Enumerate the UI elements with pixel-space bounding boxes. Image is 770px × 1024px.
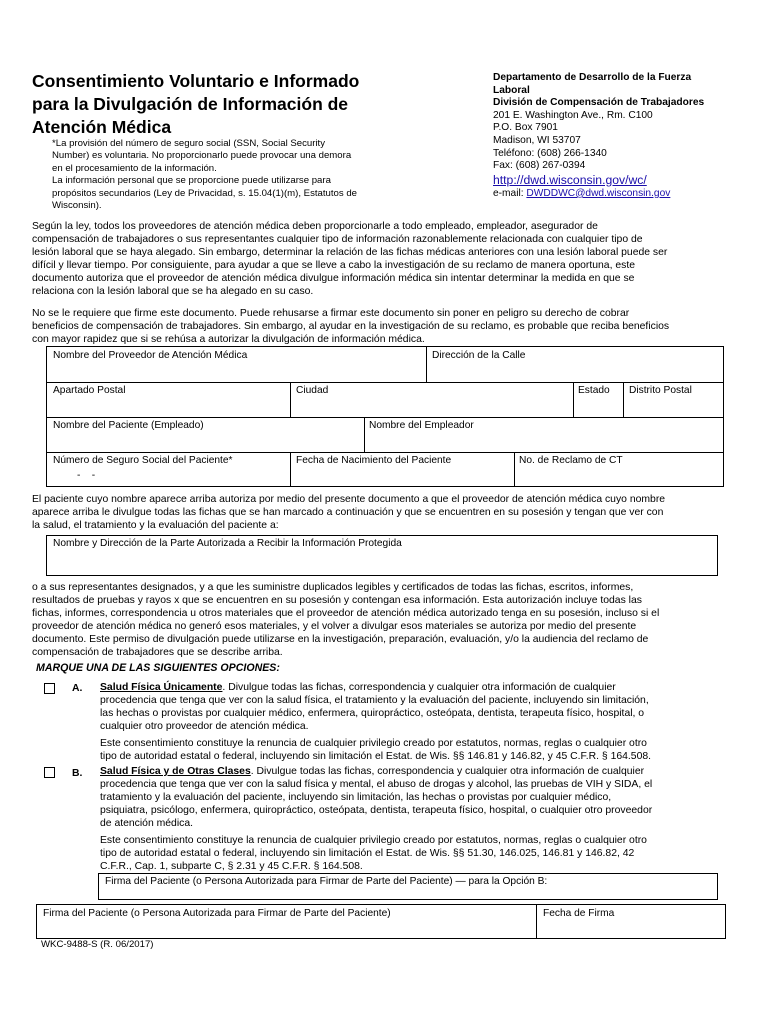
page-title xyxy=(32,70,452,139)
waiver-line: Este consentimiento constituye la renuncia de cualquier privilegio creado por estatutos, normas, reglas o cualquier otro xyxy=(100,835,647,846)
paragraph-line: Según la ley, todos los proveedores de atención médica deben proporcionarle a todo empleado, empleador, asegurador de xyxy=(32,221,598,232)
option-line: procedencia que tenga que ver con la salud física y mental, el abuso de drogas y alcohol, las pruebas de VIH y SIDA, el xyxy=(100,779,653,790)
patient-name-field[interactable]: Nombre del Paciente (Empleado) xyxy=(53,420,204,431)
fax: Fax: (608) 267-0394 xyxy=(493,160,586,172)
divider xyxy=(290,382,291,417)
waiver-line: tipo de autoridad estatal o federal, incluyendo sin limitación el Estat. de Wis. §§ 146.81 y 146.82, y 45 C.F.R. § 164.508. xyxy=(100,751,652,762)
po-box: P.O. Box 7901 xyxy=(493,122,558,134)
title-line-2: para la Divulgación de Información de xyxy=(32,94,349,114)
po-box-field[interactable]: Apartado Postal xyxy=(53,385,126,396)
form-number: WKC-9488-S (R. 06/2017) xyxy=(41,939,154,950)
option-line: . Divulgue todas las fichas, correspondencia y cualquier otra información de cualquier xyxy=(250,766,645,777)
option-b-letter: B. xyxy=(72,768,83,779)
dob-field[interactable]: Fecha de Nacimiento del Paciente xyxy=(296,455,452,466)
ssn-note-line: Wisconsin). xyxy=(52,200,102,212)
zip-field[interactable]: Distrito Postal xyxy=(629,385,692,396)
department-name-cont: Laboral xyxy=(493,84,530,96)
option-b-text xyxy=(100,765,700,873)
paragraph-line: beneficios de compensación de trabajadores. Sin embargo, al ayudar en la investigación de su reclamo, es probable que reciba beneficios xyxy=(32,321,670,332)
option-a-title: Salud Física Únicamente xyxy=(100,682,223,693)
paragraph-line: El paciente cuyo nombre aparece arriba autoriza por medio del presente documento a que el proveedor de atención médica cuyo nombre xyxy=(32,494,666,505)
ssn-note-line: *La provisión del número de seguro social (SSN, Social Security xyxy=(52,138,326,149)
paragraph-line: difícil y llevar tiempo. Por consiguiente, para ayudar a que se lleve a cabo la investigación de su reclamo de manera oportuna, este xyxy=(32,260,636,271)
paragraph-line: compensación de trabajadores que se describe arriba. xyxy=(32,647,283,658)
employer-name-field[interactable]: Nombre del Empleador xyxy=(369,420,474,431)
department-block xyxy=(493,72,753,200)
paragraph-line: relaciona con la lesión laboral que se ha alegado en su caso. xyxy=(32,286,314,297)
address: 201 E. Washington Ave., Rm. C100 xyxy=(493,109,653,121)
divider xyxy=(573,382,574,417)
option-line: cualquier otro proveedor de atención médica. xyxy=(100,721,309,732)
divider xyxy=(536,905,537,938)
authorized-party-label: Nombre y Dirección de la Parte Autorizada a Recibir la Información Protegida xyxy=(53,538,402,549)
option-a-letter: A. xyxy=(72,683,83,694)
paragraph-line: compensación de trabajadores o sus representantes cualquier tipo de información razonablemente relacionada con cualquier tipo de xyxy=(32,234,643,245)
title-line-3: Atención Médica xyxy=(32,117,172,137)
sign-paragraph xyxy=(32,307,738,346)
divider xyxy=(290,452,291,487)
state-field[interactable]: Estado xyxy=(578,385,610,396)
waiver-line: C.F.R., Cap. 1, subparte C, § 2.31 y 45 C.F.R. § 164.508. xyxy=(100,861,363,872)
paragraph-line: resultados de pruebas y rayos x que se encuentren en su posesión y contengan esa información. Esta autorización incluye todas las xyxy=(32,595,642,606)
ssn-note xyxy=(52,138,372,212)
waiver-line: Este consentimiento constituye la renuncia de cualquier privilegio creado por estatutos, normas, reglas o cualquier otro xyxy=(100,738,647,749)
info-form-grid xyxy=(46,346,724,487)
option-a-text xyxy=(100,681,700,763)
option-b-checkbox[interactable] xyxy=(44,767,55,778)
waiver-line: tipo de autoridad estatal o federal, incluyendo sin limitación el Estat. de Wis. §§ 51.30, 146.025, 146.81 y 146.82, 42 xyxy=(100,848,635,859)
division-name: División de Compensación de Trabajadores xyxy=(493,97,705,109)
option-b-signature-box[interactable] xyxy=(98,873,718,900)
option-line: procedencia que tenga que ver con la salud física, el tratamiento y la evaluación del paciente, incluyendo sin limitación, xyxy=(100,695,649,706)
divider xyxy=(623,382,624,417)
divider xyxy=(426,347,427,382)
email-label: e-mail: xyxy=(493,187,527,199)
city-zip: Madison, WI 53707 xyxy=(493,134,581,146)
option-a-checkbox[interactable] xyxy=(44,683,55,694)
email-link[interactable]: DWDDWC@dwd.wisconsin.gov xyxy=(526,187,671,199)
paragraph-line: lesión laboral que se haya alegado. Sin embargo, determinar la relación de las fichas médicas anteriores con una lesión laboral puede ser xyxy=(32,247,668,258)
option-b-title: Salud Física y de Otras Clases xyxy=(100,766,251,777)
divider xyxy=(514,452,515,487)
paragraph-line: la salud, el tratamiento y la evaluación del paciente a: xyxy=(32,520,279,531)
ssn-field[interactable]: Número de Seguro Social del Paciente* xyxy=(53,455,233,466)
option-line: . Divulgue todas las fichas, correspondencia y cualquier otra información de cualquier xyxy=(222,682,616,693)
ssn-format: - - xyxy=(77,470,96,481)
ssn-note-line: Number) es voluntaria. No proporcionarlo puede provocar una demora xyxy=(52,150,352,162)
divider xyxy=(364,417,365,452)
ssn-note-line: en el procesamiento de la información. xyxy=(52,162,217,174)
options-heading: MARQUE UNA DE LAS SIGUIENTES OPCIONES: xyxy=(36,662,280,674)
paragraph-line: proveedor de atención médica no generó esos materiales, y el volver a divulgar esos materiales se autoriza por medio del presente xyxy=(32,621,637,632)
paragraph-line: No se le requiere que firme este documento. Puede rehusarse a firmar este documento sin poner en peligro su derecho de cobrar xyxy=(32,308,630,319)
option-line: las hechas o provistas por cualquier médico, enfermera, quiropráctico, osteópata, dentista, terapeuta físico, hospital, o xyxy=(100,708,645,719)
divider xyxy=(47,382,723,383)
paragraph-line: o a sus representantes designados, y a que les suministre duplicados legibles y certificados de todas las fichas, escritos, informes, xyxy=(32,582,634,593)
department-name: Departamento de Desarrollo de la Fuerza xyxy=(493,72,692,83)
title-line-1: Consentimiento Voluntario e Informado xyxy=(32,71,360,91)
option-line: psiquiatra, psicólogo, enfermera, quiropráctico, osteópata, dentista, terapeuta físico, hospital, o cualquier otro proveedor xyxy=(100,805,653,816)
divider xyxy=(47,452,723,453)
representatives-paragraph xyxy=(32,581,738,659)
paragraph-line: documento. Este permiso de divulgación puede utilizarse en la investigación, preparación, evaluación, y/o la audiencia del reclamo de xyxy=(32,634,649,645)
phone: Teléfono: (608) 266-1340 xyxy=(493,147,607,159)
street-address-field[interactable]: Dirección de la Calle xyxy=(432,350,526,361)
website-link[interactable]: http://dwd.wisconsin.gov/wc/ xyxy=(493,172,647,187)
city-field[interactable]: Ciudad xyxy=(296,385,329,396)
option-line: tratamiento y la evaluación del paciente, incluyendo sin limitación, las hechas o provistas por cualquier médico, xyxy=(100,792,612,803)
intro-paragraph xyxy=(32,220,738,298)
authorize-paragraph xyxy=(32,493,738,532)
signature-field[interactable]: Firma del Paciente (o Persona Autorizada para Firmar de Parte del Paciente) xyxy=(43,908,391,919)
option-b-signature-label: Firma del Paciente (o Persona Autorizada para Firmar de Parte del Paciente) — para la Opción B: xyxy=(105,876,548,887)
final-signature-box xyxy=(36,904,726,939)
ssn-note-line: propósitos secundarios (Ley de Privacidad, s. 15.04(1)(m), Estatutos de xyxy=(52,187,358,199)
authorized-party-box[interactable] xyxy=(46,535,718,576)
paragraph-line: aparece arriba le divulgue todas las fichas que se han marcado a continuación y que se encuentren en su posesión y tengan que ver con xyxy=(32,507,664,518)
provider-name-field[interactable]: Nombre del Proveedor de Atención Médica xyxy=(53,350,248,361)
claim-number-field[interactable]: No. de Reclamo de CT xyxy=(519,455,623,466)
paragraph-line: con mayor rapidez que si se rehúsa a autorizar la divulgación de información médica. xyxy=(32,334,425,345)
paragraph-line: fichas, informes, correspondencia u otros materiales que el proveedor de atención médica autorizado tenga en su posesión, incluso si el xyxy=(32,608,660,619)
ssn-note-line: La información personal que se proporcione puede utilizarse para xyxy=(52,175,331,187)
signature-date-field[interactable]: Fecha de Firma xyxy=(543,908,615,919)
option-line: de atención médica. xyxy=(100,818,193,829)
paragraph-line: documento autoriza que el proveedor de atención médica divulgue información médica sin intentar determinar la medida en que se xyxy=(32,273,635,284)
divider xyxy=(47,417,723,418)
